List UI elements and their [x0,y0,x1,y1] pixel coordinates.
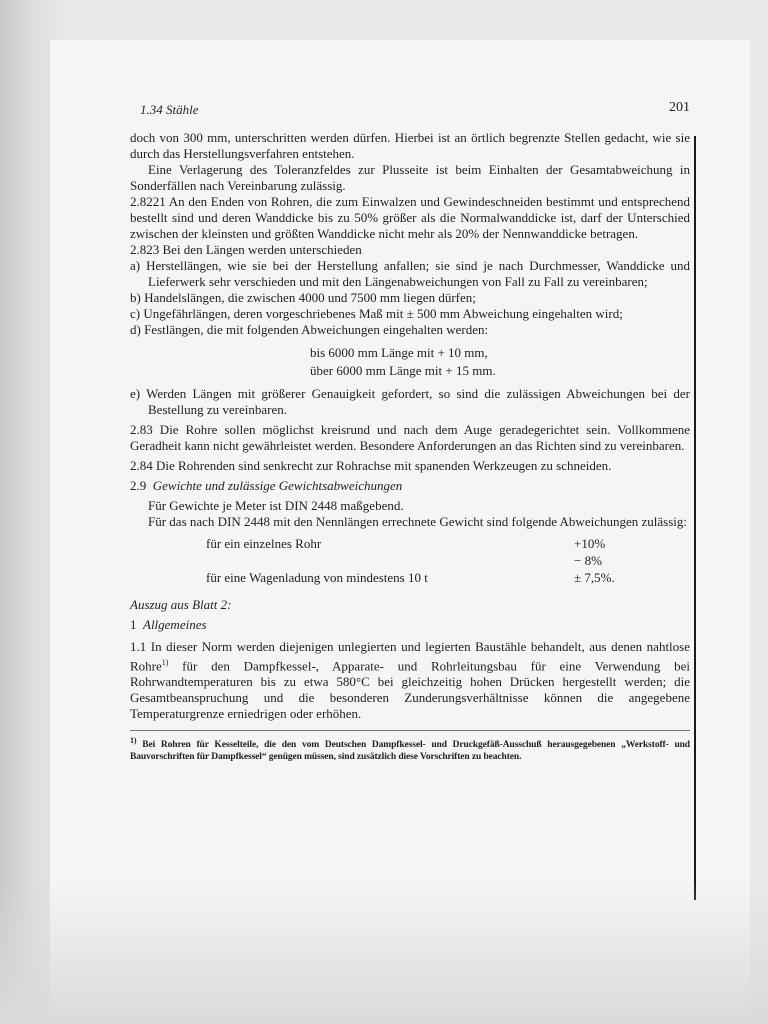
paragraph-2-823: 2.823 Bei den Längen werden unterschieden [130,242,362,257]
running-title: 1.34 Stähle [140,102,199,117]
page-content [130,100,690,900]
paragraph-2-84: 2.84 Die Rohrenden sind senkrecht zur Rohrachse mit spanenden Werkzeugen zu schneiden. [130,458,612,473]
page-number: 201 [669,100,690,115]
list-item-c: c) Ungefährlängen, deren vorgeschriebenes Maß mit ± 500 mm Abweichung eingehalten wird; [130,306,623,321]
list-item-a: a) Herstellängen, wie sie bei der Herstellung anfallen; sie sind je nach Durchmesser, Wanddicke und Lieferwerk sehr verschieden und mit den Längenabweichungen von Fall zu Fall zu vereinbaren; [130,258,690,289]
extract-heading: Auszug aus Blatt 2: [130,597,232,612]
table-row [130,536,690,553]
book-page [50,40,750,1024]
section-number: 1 [130,617,137,632]
list-item-d: d) Festlängen, die mit folgenden Abweichungen eingehalten werden: [130,322,489,337]
margin-rule [694,136,696,900]
page-header [130,100,690,120]
paragraph-text: für den Dampfkessel-, Apparate- und Rohrleitungsbau für eine Verwendung bei Rohrwandtemperaturen bis zu etwa 580°C bei gleichzeitig hohen Drücken hergestellt werden; die Gesamtbeanspruchung und die besonderen Zunderungsverhältnisse können die angegebene Temperaturgrenze erniedrigen oder erhöhen. [130,658,690,722]
paragraph-text: 1.1 In dieser Norm werden diejenigen unlegierten und legierten Baustähle behandelt, aus denen nahtlose Rohre [130,639,690,674]
row-value: +10% [574,536,606,551]
table-row [130,570,690,587]
section-title: Allgemeines [143,617,207,632]
paragraph-gewichte: Für Gewichte je Meter ist DIN 2448 maßgebend. [148,498,404,513]
list-item-b: b) Handelslängen, die zwischen 4000 und 7500 mm liegen dürfen; [130,290,476,305]
weight-deviation-table [130,536,690,587]
table-row [130,553,690,570]
row-label: für ein einzelnes Rohr [206,536,322,551]
section-number: 2.9 [130,478,147,493]
scan-shadow-bottom [0,880,768,1024]
footnote-text: Bei Rohren für Kesselteile, die den vom Deutschen Dampfkessel- und Druckgefäß-Ausschuß herausgegebenen „Werkstoff- und Bauvorschriften für Dampfkessel“ genügen müssen, sind zusätzlich diese Vorschriften zu beachten. [130,740,690,763]
row-value: ± 7,5%. [574,570,615,585]
paragraph-2-83: 2.83 Die Rohre sollen möglichst kreisrund und nach dem Auge geradegerichtet sein. Vollkommene Geradheit kann nicht gewährleistet werden. Besondere Anforderungen an das Richten sind zu vereinbaren. [130,422,690,453]
length-tolerance-line: bis 6000 mm Länge mit + 10 mm, [310,345,488,360]
page-body [130,130,690,763]
section-heading-1 [130,617,690,633]
row-label: für eine Wagenladung von mindestens 10 t [206,570,428,585]
footnote-mark: 1) [130,736,137,746]
section-heading-2-9 [130,478,690,494]
paragraph-1-1 [130,639,690,722]
section-title: Gewichte und zulässige Gewichtsabweichungen [152,478,403,493]
paragraph-continuation: doch von 300 mm, unterschritten werden dürfen. Hierbei ist an örtlich begrenzte Stellen gedacht, wie sie durch das Herstellungsverfahren entstehen. [130,130,690,161]
list-item-e: e) Werden Längen mit größerer Genauigkeit gefordert, so sind die zulässigen Abweichungen bei der Bestellung zu vereinbaren. [130,386,690,417]
footnote-reference: 1) [161,658,169,667]
footnote [130,730,690,763]
paragraph-2-8221: 2.8221 An den Enden von Rohren, die zum Einwalzen und Gewindeschneiden bestimmt und entsprechend bestellt sind und deren Wanddicke bis zu 50% größer als die Normalwanddicke ist, darf der Unterschied zwischen der kleinsten und größten Wanddicke nicht mehr als 20% der Nennwanddicke betragen. [130,194,690,241]
paragraph-toleranzfeld: Eine Verlagerung des Toleranzfeldes zur Plusseite ist beim Einhalten der Gesamtabweichung in Sonderfällen nach Vereinbarung zulässig. [130,162,690,193]
row-value: − 8% [574,553,602,568]
paragraph-abweichungen: Für das nach DIN 2448 mit den Nennlängen errechnete Gewicht sind folgende Abweichungen zulässig: [148,514,687,529]
length-tolerance-line: über 6000 mm Länge mit + 15 mm. [310,363,496,378]
length-tolerances [130,344,690,380]
